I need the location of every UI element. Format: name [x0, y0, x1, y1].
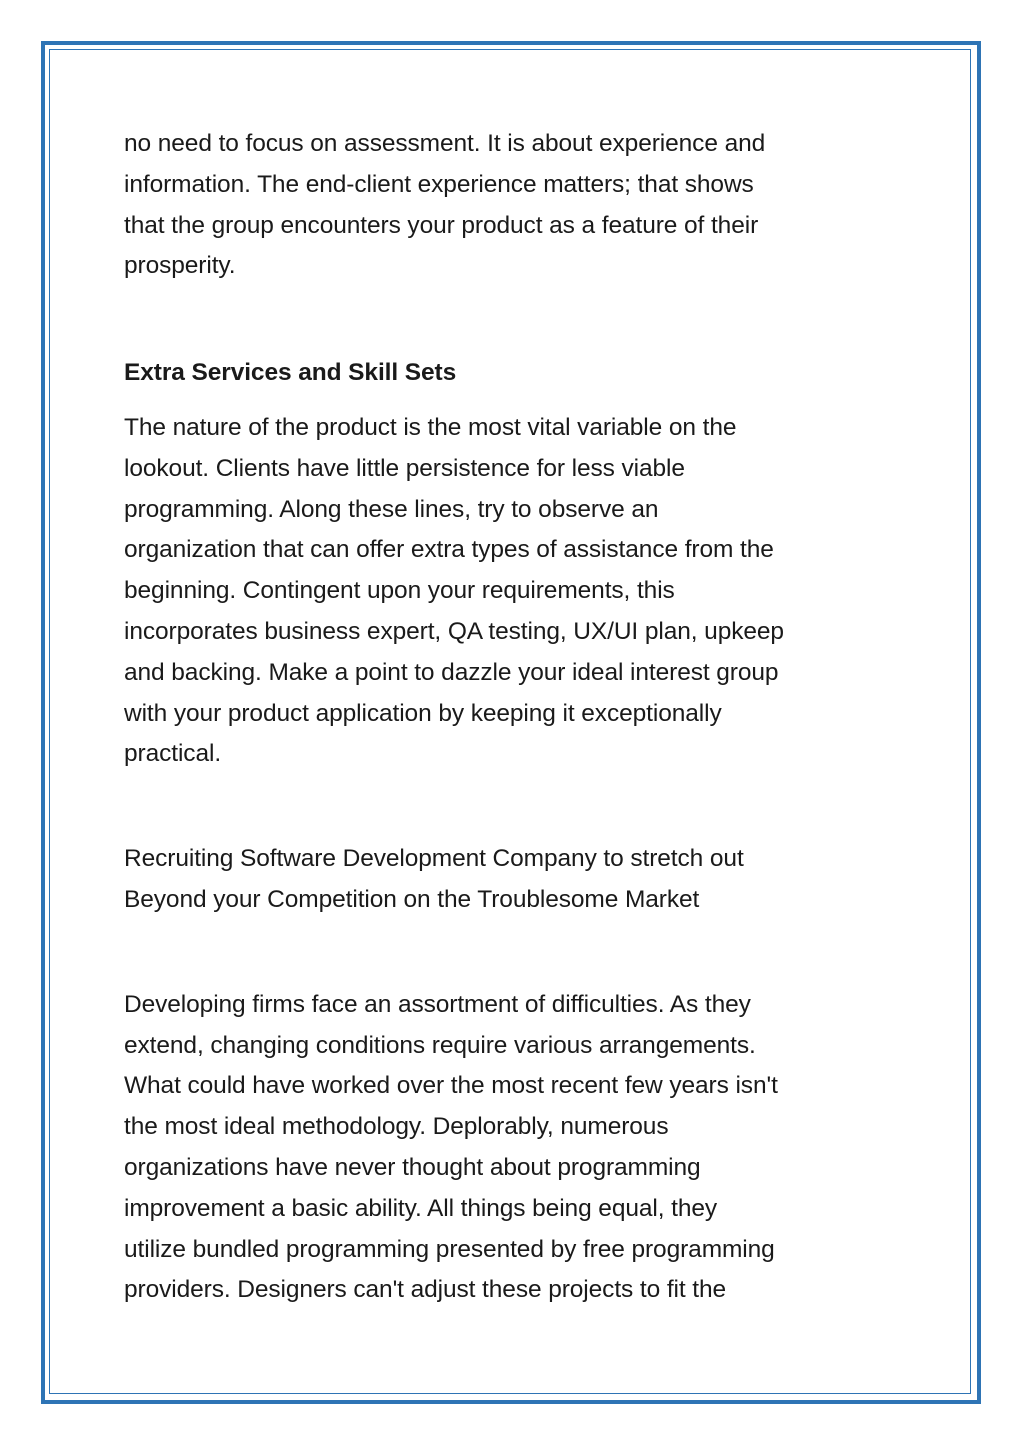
section-heading: Extra Services and Skill Sets [124, 359, 457, 387]
paragraph-developing-firms: Developing firms face an assortment of difficulties. As they extend, changing conditions require various arrangements. What could have worked over the most recent few years isn't the most ideal methodology. Deplorably, numerous organizations have never thought about programming improvement a basic ability. All things being equal, they utilize bundled programming presented by free programming providers. Designers can't adjust these projects to fit the [124, 990, 778, 1304]
paragraph-intro: no need to focus on assessment. It is about experience and information. The end-client experience matters; that shows that the group encounters your product as a feature of their prosperity. [124, 130, 766, 280]
paragraph-services: The nature of the product is the most vital variable on the lookout. Clients have little persistence for less viable programming. Along these lines, try to observe an organization that can offer extra types of assistance from the beginning. Contingent upon your requirements, this incorporates business expert, QA testing, UX/UI plan, upkeep and backing. Make a point to dazzle your ideal interest group with your product application by keeping it exceptionally practical. [124, 413, 784, 768]
document-body [124, 124, 914, 1311]
paragraph-recruiting-title: Recruiting Software Development Company to stretch out Beyond your Competition on the Troublesome Market [124, 845, 744, 913]
